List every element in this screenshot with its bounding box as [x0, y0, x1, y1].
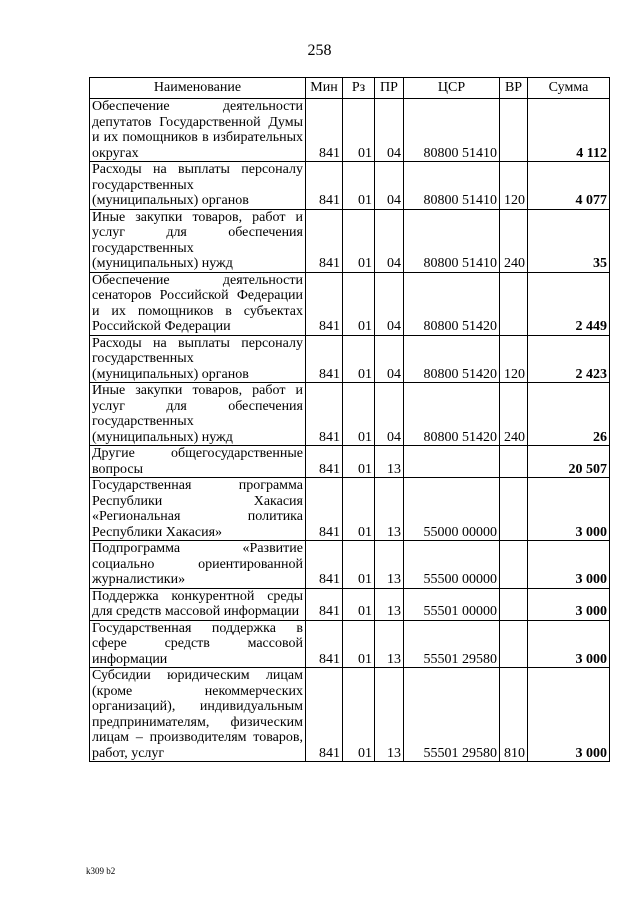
- row-pr: 13: [375, 478, 404, 541]
- header-csr: ЦСР: [404, 78, 500, 99]
- row-pr: 04: [375, 383, 404, 446]
- header-min: Мин: [306, 78, 343, 99]
- row-min: 841: [306, 446, 343, 478]
- table-header-row: [90, 78, 610, 99]
- table-row: [90, 335, 610, 383]
- row-csr: 55501 00000: [404, 588, 500, 620]
- row-rz: 01: [343, 99, 375, 162]
- row-name: Поддержка конкурентной среды для средств массовой информации: [90, 588, 306, 620]
- row-sum: 4 112: [528, 99, 610, 162]
- row-pr: 04: [375, 162, 404, 210]
- header-pr: ПР: [375, 78, 404, 99]
- row-name: Подпрограмма «Развитие социально ориентированной журналистики»: [90, 541, 306, 589]
- row-sum: 26: [528, 383, 610, 446]
- header-rz: Рз: [343, 78, 375, 99]
- table-row: [90, 541, 610, 589]
- page-number: 258: [307, 42, 332, 59]
- table-row: [90, 478, 610, 541]
- row-rz: 01: [343, 209, 375, 272]
- row-vr: 120: [500, 335, 528, 383]
- table-row: [90, 99, 610, 162]
- row-csr: 55501 29580: [404, 668, 500, 762]
- row-csr: 80800 51410: [404, 162, 500, 210]
- row-min: 841: [306, 272, 343, 335]
- row-vr: [500, 272, 528, 335]
- row-name: Иные закупки товаров, работ и услуг для обеспечения государственных (муниципальных) нужд: [90, 209, 306, 272]
- row-name: Другие общегосударственные вопросы: [90, 446, 306, 478]
- row-sum: 20 507: [528, 446, 610, 478]
- row-vr: [500, 620, 528, 668]
- row-pr: 13: [375, 668, 404, 762]
- row-csr: 80800 51420: [404, 335, 500, 383]
- row-csr: 55000 00000: [404, 478, 500, 541]
- row-vr: [500, 478, 528, 541]
- table-row: [90, 162, 610, 210]
- row-csr: 55500 00000: [404, 541, 500, 589]
- budget-table: [89, 77, 610, 762]
- row-min: 841: [306, 99, 343, 162]
- row-vr: [500, 446, 528, 478]
- row-min: 841: [306, 162, 343, 210]
- row-rz: 01: [343, 383, 375, 446]
- row-min: 841: [306, 620, 343, 668]
- row-rz: 01: [343, 668, 375, 762]
- row-min: 841: [306, 668, 343, 762]
- row-pr: 13: [375, 446, 404, 478]
- row-min: 841: [306, 478, 343, 541]
- row-sum: 35: [528, 209, 610, 272]
- row-sum: 2 423: [528, 335, 610, 383]
- table-row: [90, 209, 610, 272]
- row-rz: 01: [343, 335, 375, 383]
- row-vr: 240: [500, 209, 528, 272]
- row-sum: 3 000: [528, 541, 610, 589]
- row-min: 841: [306, 209, 343, 272]
- row-sum: 3 000: [528, 668, 610, 762]
- row-vr: 810: [500, 668, 528, 762]
- table-row: [90, 446, 610, 478]
- row-name: Государственная поддержка в сфере средств массовой информации: [90, 620, 306, 668]
- row-pr: 04: [375, 209, 404, 272]
- row-pr: 13: [375, 541, 404, 589]
- row-rz: 01: [343, 620, 375, 668]
- row-pr: 04: [375, 99, 404, 162]
- row-csr: 55501 29580: [404, 620, 500, 668]
- row-name: Субсидии юридическим лицам (кроме некоммерческих организаций), индивидуальным предпринимателям, физическим лицам – производителям товаров, работ, услуг: [90, 668, 306, 762]
- table-row: [90, 383, 610, 446]
- row-name: Обеспечение деятельности сенаторов Российской Федерации и их помощников в субъектах Российской Федерации: [90, 272, 306, 335]
- row-csr: 80800 51410: [404, 99, 500, 162]
- row-rz: 01: [343, 446, 375, 478]
- table-row: [90, 272, 610, 335]
- row-min: 841: [306, 335, 343, 383]
- footer-code: k309 b2: [86, 866, 116, 876]
- row-sum: 3 000: [528, 588, 610, 620]
- row-pr: 13: [375, 588, 404, 620]
- row-sum: 2 449: [528, 272, 610, 335]
- row-sum: 3 000: [528, 620, 610, 668]
- row-min: 841: [306, 383, 343, 446]
- table-row: [90, 668, 610, 762]
- row-name: Иные закупки товаров, работ и услуг для обеспечения государственных (муниципальных) нужд: [90, 383, 306, 446]
- row-csr: 80800 51420: [404, 272, 500, 335]
- table-row: [90, 588, 610, 620]
- header-vr: ВР: [500, 78, 528, 99]
- row-rz: 01: [343, 588, 375, 620]
- row-name: Расходы на выплаты персоналу государственных (муниципальных) органов: [90, 162, 306, 210]
- row-rz: 01: [343, 162, 375, 210]
- row-name: Обеспечение деятельности депутатов Государственной Думы и их помощников в избирательных округах: [90, 99, 306, 162]
- header-sum: Сумма: [528, 78, 610, 99]
- row-csr: 80800 51410: [404, 209, 500, 272]
- row-pr: 13: [375, 620, 404, 668]
- table-row: [90, 620, 610, 668]
- row-name: Государственная программа Республики Хакасия «Региональная политика Республики Хакасия»: [90, 478, 306, 541]
- row-name: Расходы на выплаты персоналу государственных (муниципальных) органов: [90, 335, 306, 383]
- row-vr: [500, 99, 528, 162]
- row-vr: 120: [500, 162, 528, 210]
- row-csr: [404, 446, 500, 478]
- row-min: 841: [306, 541, 343, 589]
- row-pr: 04: [375, 272, 404, 335]
- row-sum: 3 000: [528, 478, 610, 541]
- row-min: 841: [306, 588, 343, 620]
- row-rz: 01: [343, 478, 375, 541]
- row-vr: [500, 541, 528, 589]
- row-sum: 4 077: [528, 162, 610, 210]
- row-rz: 01: [343, 541, 375, 589]
- row-csr: 80800 51420: [404, 383, 500, 446]
- row-rz: 01: [343, 272, 375, 335]
- row-vr: 240: [500, 383, 528, 446]
- header-name: Наименование: [90, 78, 306, 99]
- row-vr: [500, 588, 528, 620]
- row-pr: 04: [375, 335, 404, 383]
